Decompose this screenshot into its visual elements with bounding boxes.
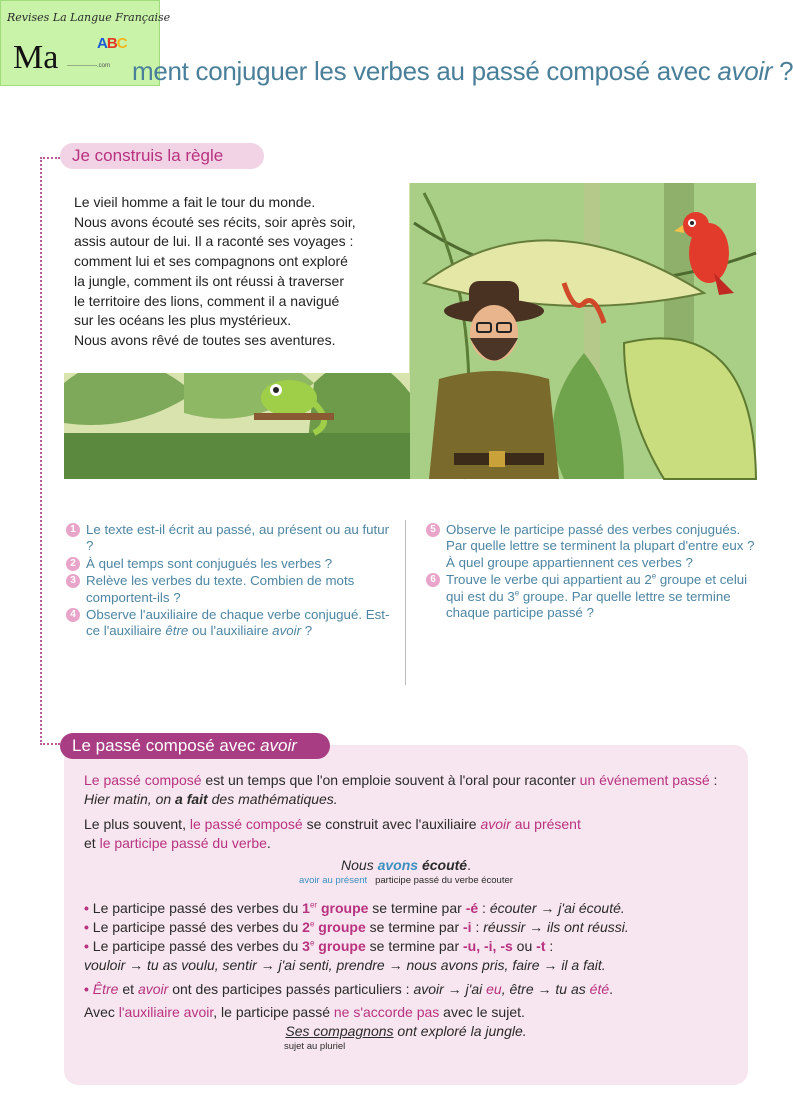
question-number-badge: 6 <box>426 573 440 587</box>
story-line: la jungle, comment ils ont réussi à traverser <box>74 272 344 289</box>
story-line: Le vieil homme a fait le tour du monde. <box>74 194 316 210</box>
story-line: comment lui et ses compagnons ont exploré <box>74 253 348 270</box>
section-tag-passe-compose: Le passé composé avec avoir <box>60 733 330 759</box>
logo-tagline: Revises La Langue Française <box>7 11 171 24</box>
rule-box <box>64 745 748 1085</box>
question-6: 6 Trouve le verbe qui appartient au 2e groupe et celui qui est du 3e groupe. Par quelle lettre se termine chaque participe passé ? <box>426 572 756 621</box>
rule-bullets <box>84 899 728 999</box>
story-line: Nous avons écouté ses récits, soir après soir, <box>74 213 356 230</box>
story-line: le territoire des lions, comment il a navigué <box>74 292 340 309</box>
rule-bullet-4: • Être et avoir ont des participes passés particuliers : avoir → j'ai eu, être → tu as été. <box>84 981 614 997</box>
question-number-badge: 4 <box>66 608 80 622</box>
rule-example-captions: avoir au présent participe passé du verbe écouter <box>299 875 513 886</box>
logo-brand: Ma <box>13 39 59 76</box>
rule-bullet-1: • Le participe passé des verbes du 1er groupe se termine par -é : écouter → j'ai écouté. <box>84 900 625 916</box>
rule-example-2-caption: sujet au pluriel <box>284 1041 346 1052</box>
question-number-badge: 3 <box>66 574 80 588</box>
rule-bullet-3: • Le participe passé des verbes du 3e groupe se termine par -u, -i, -s ou -t : vouloir → tu as voulu, sentir → j'ai senti, prendre → nous avons pris, faire → il a fait. <box>84 938 606 973</box>
questions-right-column <box>426 522 756 622</box>
question-2: 2 À quel temps sont conjugués les verbes ? <box>66 556 396 572</box>
story-line: Nous avons rêvé de toutes ses aventures. <box>74 331 336 348</box>
rule-paragraph-3: Avec l'auxiliaire avoir, le participe passé ne s'accorde pas avec le sujet. <box>84 1004 525 1020</box>
rule-example: Nous avons écouté. <box>341 857 471 873</box>
question-4: 4 Observe l'auxiliaire de chaque verbe conjugué. Est-ce l'auxiliaire être ou l'auxiliaire avoir ? <box>66 607 396 640</box>
story-line: sur les océans les plus mystérieux. <box>74 312 292 329</box>
logo-abc-icon: ABC <box>97 35 127 52</box>
question-3: 3 Relève les verbes du texte. Combien de mots comportent-ils ? <box>66 573 396 606</box>
section-tag-rule: Je construis la règle <box>60 143 264 169</box>
question-number-badge: 5 <box>426 523 440 537</box>
question-number-badge: 1 <box>66 523 80 537</box>
question-1: 1 Le texte est-il écrit au passé, au présent ou au futur ? <box>66 522 396 555</box>
dotted-connector <box>40 157 60 745</box>
logo-site: —————.com <box>67 63 111 69</box>
story-line: assis autour de lui. Il a raconté ses voyages : <box>74 233 354 250</box>
rule-example-2: Ses compagnons ont exploré la jungle. <box>285 1023 527 1039</box>
rule-paragraph-2: Le plus souvent, le passé composé se construit avec l'auxiliaire avoir au présent et le participe passé du verbe. <box>84 816 581 851</box>
rule-paragraph-1: Le passé composé est un temps que l'on emploie souvent à l'oral pour raconter un événement passé : Hier matin, on a fait des mathématiques. <box>84 772 718 807</box>
question-number-badge: 2 <box>66 557 80 571</box>
story-text-box <box>64 183 409 373</box>
column-divider <box>405 520 406 685</box>
questions-left-column <box>66 522 396 641</box>
rule-bullet-2: • Le participe passé des verbes du 2e groupe se termine par -i : réussir → ils ont réussi. <box>84 919 629 935</box>
question-5: 5 Observe le participe passé des verbes conjugués. Par quelle lettre se terminent la plupart d'entre eux ? À quel groupe appartiennent ces verbes ? <box>426 522 756 571</box>
page-title: ment conjuguer les verbes au passé composé avec avoir ? <box>132 56 793 86</box>
